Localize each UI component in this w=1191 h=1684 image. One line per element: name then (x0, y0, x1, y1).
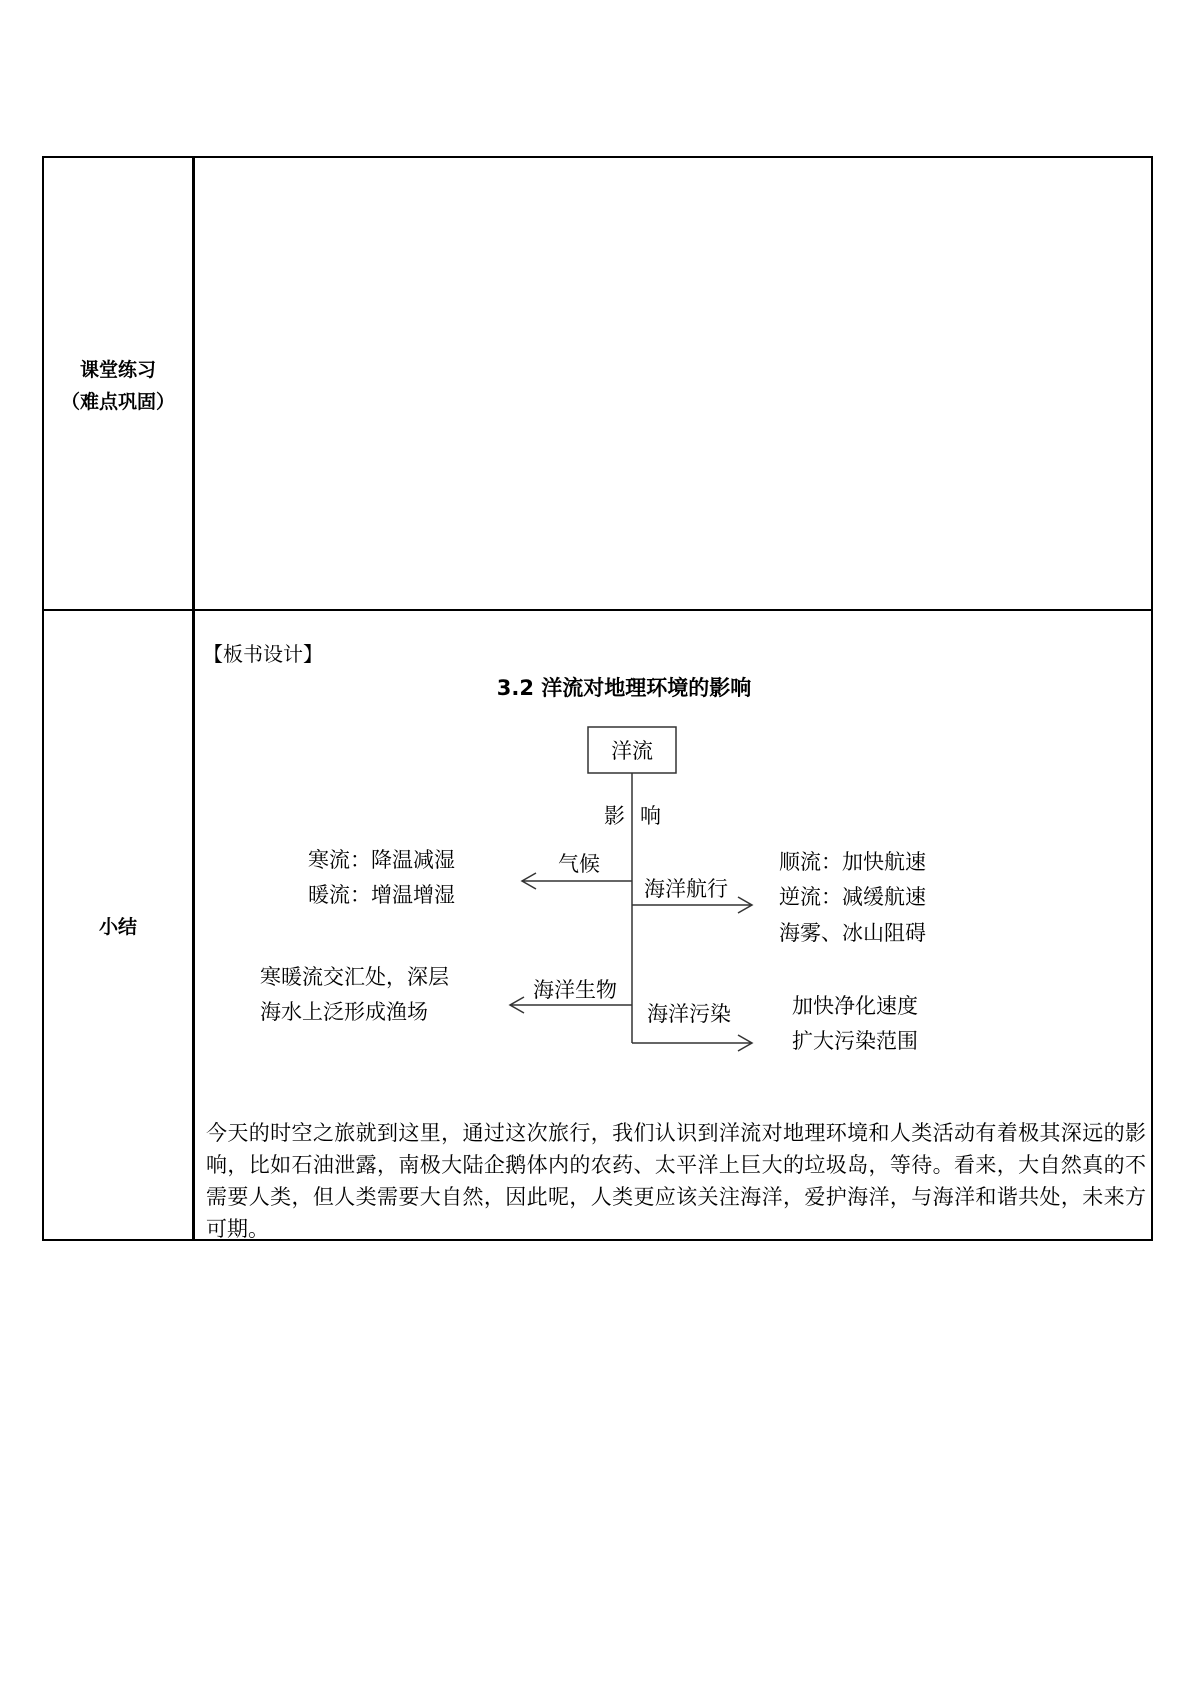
climate-text-line1: 寒流：降温减湿 (308, 848, 455, 872)
navigation-text-line3: 海雾、冰山阻碍 (779, 921, 926, 945)
biology-text-line1: 寒暖流交汇处，深层 (260, 965, 449, 989)
row-label-summary-text: 小结 (98, 916, 137, 938)
navigation-text-line1: 顺流：加快航速 (779, 850, 926, 874)
center-label: 洋流 (611, 739, 653, 763)
pollution-text-line2: 扩大污染范围 (792, 1029, 918, 1053)
navigation-text-line2: 逆流：减缓航速 (779, 885, 926, 909)
influence-char-2: 响 (640, 804, 661, 828)
board-design-header: 【板书设计】 (203, 642, 323, 666)
biology-text-line2: 海水上泛形成渔场 (260, 1000, 428, 1024)
row-label-practice-line2: （难点巩固） (60, 391, 175, 413)
pollution-text-line1: 加快净化速度 (792, 994, 918, 1018)
influence-char-1: 影 (604, 804, 625, 828)
row-label-practice-line1: 课堂练习 (79, 359, 156, 381)
climate-text-line2: 暖流：增温增湿 (308, 883, 455, 907)
row-label-practice (44, 354, 192, 418)
summary-paragraph: 今天的时空之旅就到这里，通过这次旅行，我们认识到洋流对地理环境和人类活动有着极其深远的影响，比如石油泄露，南极大陆企鹅体内的农药、太平洋上巨大的垃圾岛，等待。看来，大自然真的不需要人类，但人类需要大自然，因此呢，人类更应该关注海洋，爱护海洋，与海洋和谐共处，未来方可期。 (206, 1121, 1146, 1241)
branch-climate-label: 气候 (558, 852, 600, 876)
board-design-title: 3.2 洋流对地理环境的影响 (496, 676, 752, 700)
branch-navigation-label: 海洋航行 (644, 877, 728, 901)
row-label-summary (44, 911, 192, 943)
branch-pollution-label: 海洋污染 (647, 1002, 731, 1026)
table-row-divider (42, 609, 1153, 611)
branch-biology-label: 海洋生物 (533, 978, 617, 1002)
